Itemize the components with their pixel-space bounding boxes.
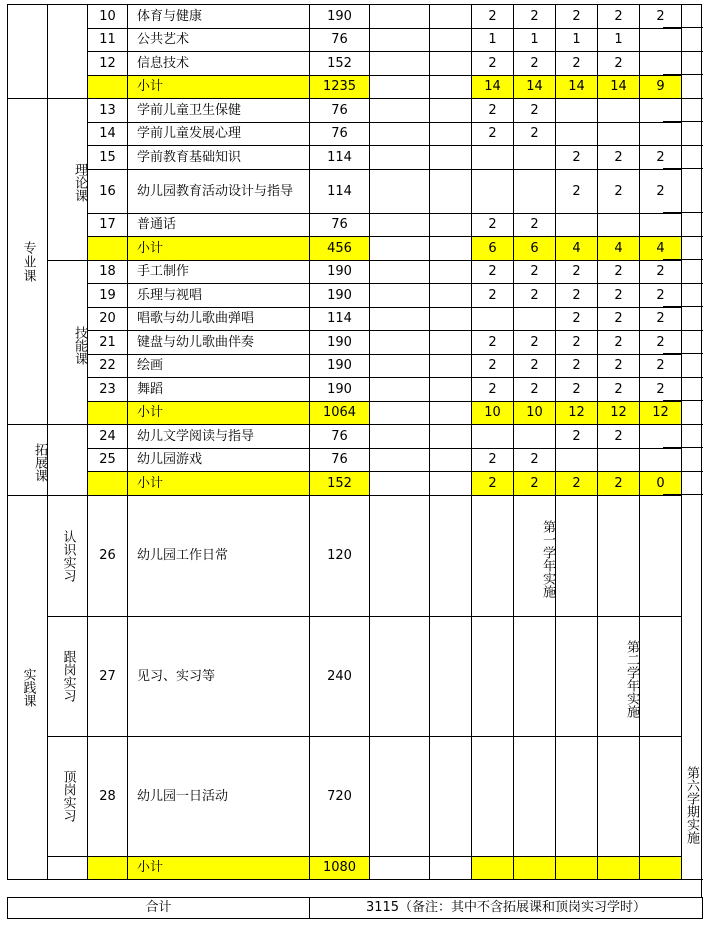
course-hours: 114 — [310, 169, 370, 213]
total-value: 3115（备注：其中不含拓展课和顶岗实习学时） — [365, 900, 647, 915]
semester-hours — [430, 5, 472, 29]
subtotal-number — [88, 237, 128, 261]
semester-hours — [514, 736, 556, 856]
semester-hours — [430, 331, 472, 355]
subcategory-cell — [48, 425, 88, 496]
course-number: 13 — [88, 99, 128, 123]
subtotal-label: 小计 — [128, 401, 310, 425]
semester-hours: 2 — [472, 122, 514, 146]
subtotal-semester — [598, 856, 640, 880]
semester-hours: 2 — [472, 5, 514, 29]
semester-hours — [556, 736, 598, 856]
subtotal-number — [88, 401, 128, 425]
semester-hours: 2 — [556, 331, 598, 355]
course-name: 舞蹈 — [128, 378, 310, 402]
semester-hours — [370, 28, 430, 52]
sixth-semester-row-line — [663, 424, 703, 425]
semester-hours: 2 — [556, 5, 598, 29]
course-hours: 720 — [310, 736, 370, 856]
semester-hours — [472, 736, 514, 856]
course-name: 幼儿园教育活动设计与指导 — [128, 169, 310, 213]
semester-hours: 2 — [472, 284, 514, 308]
semester-hours: 2 — [640, 307, 682, 331]
subtotal-hours: 1064 — [310, 401, 370, 425]
semester-hours — [370, 495, 430, 616]
course-name: 学前儿童发展心理 — [128, 122, 310, 146]
semester-hours — [430, 260, 472, 284]
course-number: 14 — [88, 122, 128, 146]
subtotal-semester — [370, 75, 430, 99]
subtotal-hours: 152 — [310, 472, 370, 496]
semester-hours: 2 — [514, 52, 556, 76]
semester-hours — [370, 146, 430, 170]
sixth-semester-row-line — [663, 494, 703, 495]
semester-hours: 2 — [598, 307, 640, 331]
course-name: 幼儿文学阅读与指导 — [128, 425, 310, 449]
sixth-semester-row-line — [663, 145, 703, 146]
semester-hours — [472, 169, 514, 213]
semester-hours — [430, 354, 472, 378]
practice-note: 第一学年实施 — [514, 495, 556, 616]
semester-hours: 2 — [514, 378, 556, 402]
semester-hours — [598, 99, 640, 123]
subcategory-cell: 理论课 — [48, 99, 88, 261]
category-cell: 拓展课 — [8, 425, 48, 496]
semester-hours: 2 — [556, 378, 598, 402]
course-name: 乐理与视唱 — [128, 284, 310, 308]
sixth-semester-row-line — [663, 879, 703, 880]
subtotal-row — [8, 472, 682, 496]
semester-hours — [430, 146, 472, 170]
course-hours: 190 — [310, 260, 370, 284]
category-cell: 专业课 — [8, 99, 48, 425]
semester-hours — [370, 378, 430, 402]
subtotal-semester: 12 — [598, 401, 640, 425]
subcategory-cell: 技能课 — [48, 260, 88, 425]
course-row — [8, 169, 682, 213]
semester-hours: 2 — [556, 425, 598, 449]
subtotal-semester — [472, 856, 514, 880]
subtotal-semester: 10 — [514, 401, 556, 425]
course-name: 键盘与幼儿歌曲伴奏 — [128, 331, 310, 355]
semester-hours: 1 — [556, 28, 598, 52]
semester-hours: 2 — [598, 52, 640, 76]
sixth-semester-note: 第六学期实施 — [684, 766, 699, 844]
sixth-semester-row-line — [663, 283, 703, 284]
semester-hours: 2 — [514, 5, 556, 29]
course-hours: 76 — [310, 213, 370, 237]
sixth-semester-row-line — [663, 471, 703, 472]
semester-hours — [430, 307, 472, 331]
sixth-semester-row-line — [663, 74, 703, 75]
course-name: 手工制作 — [128, 260, 310, 284]
semester-hours — [370, 99, 430, 123]
sixth-semester-row-line — [663, 259, 703, 260]
course-hours: 76 — [310, 448, 370, 472]
semester-hours — [370, 52, 430, 76]
semester-hours — [430, 284, 472, 308]
semester-hours: 2 — [598, 378, 640, 402]
semester-hours: 2 — [472, 448, 514, 472]
semester-hours: 2 — [472, 354, 514, 378]
subtotal-hours: 456 — [310, 237, 370, 261]
subtotal-semester: 6 — [472, 237, 514, 261]
practice-row — [8, 616, 682, 736]
semester-hours: 2 — [514, 99, 556, 123]
course-hours: 190 — [310, 354, 370, 378]
subtotal-semester: 0 — [640, 472, 682, 496]
subcategory-cell: 认识实习 — [48, 495, 88, 616]
course-row — [8, 284, 682, 308]
semester-hours: 2 — [514, 260, 556, 284]
course-schedule-table — [7, 4, 682, 880]
sixth-semester-row-line — [663, 27, 703, 28]
subtotal-semester — [370, 472, 430, 496]
subtotal-semester: 2 — [514, 472, 556, 496]
course-row — [8, 354, 682, 378]
semester-hours — [430, 378, 472, 402]
course-number: 19 — [88, 284, 128, 308]
course-name: 幼儿园游戏 — [128, 448, 310, 472]
semester-hours — [514, 425, 556, 449]
semester-hours: 2 — [472, 331, 514, 355]
sixth-semester-row-line — [663, 98, 703, 99]
semester-hours: 2 — [556, 169, 598, 213]
course-number: 15 — [88, 146, 128, 170]
sixth-semester-row-line — [663, 447, 703, 448]
semester-hours — [598, 213, 640, 237]
semester-hours: 1 — [598, 28, 640, 52]
semester-hours: 2 — [640, 5, 682, 29]
subtotal-number — [88, 856, 128, 880]
course-hours: 114 — [310, 307, 370, 331]
semester-hours — [430, 616, 472, 736]
subtotal-label: 小计 — [128, 472, 310, 496]
subtotal-label: 小计 — [128, 237, 310, 261]
subtotal-semester — [556, 856, 598, 880]
semester-hours: 2 — [556, 146, 598, 170]
semester-hours — [430, 736, 472, 856]
subtotal-semester — [430, 401, 472, 425]
total-row — [7, 897, 703, 919]
semester-hours — [430, 448, 472, 472]
semester-hours — [430, 28, 472, 52]
semester-hours: 2 — [598, 354, 640, 378]
subcategory-cell — [48, 856, 88, 880]
semester-hours: 1 — [472, 28, 514, 52]
subtotal-semester: 10 — [472, 401, 514, 425]
course-name: 学前儿童卫生保健 — [128, 99, 310, 123]
subtotal-semester: 4 — [556, 237, 598, 261]
course-name: 信息技术 — [128, 52, 310, 76]
semester-hours: 2 — [514, 354, 556, 378]
semester-hours: 2 — [598, 5, 640, 29]
sixth-semester-column — [663, 4, 702, 897]
semester-hours — [370, 425, 430, 449]
semester-hours — [598, 736, 640, 856]
course-name: 幼儿园一日活动 — [128, 736, 310, 856]
semester-hours: 2 — [598, 169, 640, 213]
semester-hours — [430, 425, 472, 449]
semester-hours — [370, 736, 430, 856]
semester-hours: 2 — [640, 378, 682, 402]
category-cell: 实践课 — [8, 495, 48, 880]
subtotal-semester — [430, 237, 472, 261]
semester-hours: 2 — [598, 260, 640, 284]
practice-note: 第二学年实施 — [598, 616, 640, 736]
course-row — [8, 52, 682, 76]
subtotal-label: 小计 — [128, 856, 310, 880]
practice-row — [8, 736, 682, 856]
course-hours: 190 — [310, 5, 370, 29]
subtotal-hours: 1235 — [310, 75, 370, 99]
semester-hours — [370, 448, 430, 472]
semester-hours — [598, 122, 640, 146]
course-row — [8, 448, 682, 472]
semester-hours: 2 — [514, 213, 556, 237]
course-hours: 240 — [310, 616, 370, 736]
course-number: 22 — [88, 354, 128, 378]
semester-hours: 2 — [472, 260, 514, 284]
subcategory-cell — [48, 5, 88, 99]
semester-hours: 2 — [640, 354, 682, 378]
subcategory-cell: 顶岗实习 — [48, 736, 88, 856]
semester-hours: 2 — [556, 354, 598, 378]
course-number: 26 — [88, 495, 128, 616]
semester-hours: 2 — [556, 284, 598, 308]
course-number: 25 — [88, 448, 128, 472]
subtotal-semester: 14 — [514, 75, 556, 99]
semester-hours — [598, 448, 640, 472]
subtotal-semester: 14 — [556, 75, 598, 99]
course-name: 体育与健康 — [128, 5, 310, 29]
semester-hours — [472, 616, 514, 736]
course-hours: 152 — [310, 52, 370, 76]
subtotal-semester: 2 — [556, 472, 598, 496]
semester-hours: 2 — [556, 260, 598, 284]
sixth-semester-row-line — [663, 212, 703, 213]
semester-hours — [430, 52, 472, 76]
course-hours: 76 — [310, 28, 370, 52]
semester-hours: 2 — [640, 146, 682, 170]
course-number: 27 — [88, 616, 128, 736]
semester-hours — [556, 616, 598, 736]
course-number: 23 — [88, 378, 128, 402]
semester-hours — [472, 146, 514, 170]
semester-hours: 2 — [640, 260, 682, 284]
course-number: 11 — [88, 28, 128, 52]
subtotal-semester: 4 — [598, 237, 640, 261]
course-row — [8, 331, 682, 355]
course-number: 24 — [88, 425, 128, 449]
semester-hours — [514, 616, 556, 736]
semester-hours — [430, 213, 472, 237]
semester-hours: 2 — [598, 331, 640, 355]
semester-hours: 2 — [472, 99, 514, 123]
sixth-semester-row-line — [663, 51, 703, 52]
course-number: 21 — [88, 331, 128, 355]
course-name: 唱歌与幼儿歌曲弹唱 — [128, 307, 310, 331]
course-hours: 76 — [310, 425, 370, 449]
course-row — [8, 28, 682, 52]
semester-hours — [370, 260, 430, 284]
subtotal-row — [8, 75, 682, 99]
course-number: 12 — [88, 52, 128, 76]
semester-hours: 2 — [514, 448, 556, 472]
semester-hours — [556, 213, 598, 237]
semester-hours — [556, 448, 598, 472]
semester-hours — [370, 122, 430, 146]
semester-hours — [370, 213, 430, 237]
subtotal-semester: 9 — [640, 75, 682, 99]
course-number: 20 — [88, 307, 128, 331]
semester-hours — [430, 495, 472, 616]
course-number: 16 — [88, 169, 128, 213]
subtotal-hours: 1080 — [310, 856, 370, 880]
subtotal-number — [88, 75, 128, 99]
course-row — [8, 260, 682, 284]
course-hours: 190 — [310, 284, 370, 308]
subtotal-semester: 14 — [472, 75, 514, 99]
course-name: 学前教育基础知识 — [128, 146, 310, 170]
subtotal-semester: 14 — [598, 75, 640, 99]
semester-hours: 2 — [556, 52, 598, 76]
course-name: 见习、实习等 — [128, 616, 310, 736]
sixth-semester-row-line — [663, 236, 703, 237]
semester-hours — [370, 169, 430, 213]
subtotal-semester — [370, 401, 430, 425]
semester-hours: 2 — [640, 331, 682, 355]
sixth-semester-row-line — [663, 400, 703, 401]
course-row — [8, 146, 682, 170]
course-row — [8, 425, 682, 449]
course-hours: 76 — [310, 99, 370, 123]
subtotal-row — [8, 401, 682, 425]
semester-hours — [430, 99, 472, 123]
semester-hours — [514, 169, 556, 213]
semester-hours — [472, 425, 514, 449]
semester-hours — [514, 307, 556, 331]
subtotal-semester: 12 — [556, 401, 598, 425]
semester-hours: 2 — [472, 52, 514, 76]
semester-hours: 2 — [598, 284, 640, 308]
course-hours: 114 — [310, 146, 370, 170]
semester-hours: 2 — [640, 169, 682, 213]
course-number: 28 — [88, 736, 128, 856]
semester-hours: 2 — [556, 307, 598, 331]
sixth-semester-row-line — [663, 353, 703, 354]
subtotal-semester: 4 — [640, 237, 682, 261]
course-row — [8, 5, 682, 29]
sixth-semester-row-line — [663, 377, 703, 378]
semester-hours: 1 — [514, 28, 556, 52]
semester-hours — [430, 122, 472, 146]
course-number: 18 — [88, 260, 128, 284]
sixth-semester-row-line — [663, 168, 703, 169]
semester-hours: 2 — [514, 331, 556, 355]
subtotal-semester — [370, 856, 430, 880]
course-name: 幼儿园工作日常 — [128, 495, 310, 616]
course-row — [8, 378, 682, 402]
subtotal-row — [8, 237, 682, 261]
subtotal-semester — [514, 856, 556, 880]
semester-hours: 2 — [472, 213, 514, 237]
course-hours: 190 — [310, 331, 370, 355]
course-row — [8, 213, 682, 237]
semester-hours — [556, 495, 598, 616]
subtotal-semester: 6 — [514, 237, 556, 261]
course-hours: 76 — [310, 122, 370, 146]
course-hours: 120 — [310, 495, 370, 616]
course-name: 绘画 — [128, 354, 310, 378]
semester-hours — [514, 146, 556, 170]
total-label: 合计 — [8, 898, 310, 918]
semester-hours: 2 — [598, 146, 640, 170]
course-row — [8, 307, 682, 331]
semester-hours — [472, 307, 514, 331]
subtotal-semester — [430, 856, 472, 880]
semester-hours — [556, 122, 598, 146]
course-name: 普通话 — [128, 213, 310, 237]
sixth-semester-row-line — [663, 330, 703, 331]
subtotal-semester: 2 — [472, 472, 514, 496]
semester-hours — [556, 99, 598, 123]
course-name: 公共艺术 — [128, 28, 310, 52]
sixth-semester-row-line — [663, 121, 703, 122]
semester-hours — [370, 284, 430, 308]
practice-row — [8, 495, 682, 616]
course-hours: 190 — [310, 378, 370, 402]
semester-hours — [472, 495, 514, 616]
category-cell — [8, 5, 48, 99]
semester-hours — [370, 307, 430, 331]
course-row — [8, 122, 682, 146]
semester-hours — [370, 331, 430, 355]
course-number: 17 — [88, 213, 128, 237]
semester-hours: 2 — [514, 284, 556, 308]
subtotal-semester — [370, 237, 430, 261]
subtotal-semester: 12 — [640, 401, 682, 425]
subtotal-semester — [430, 75, 472, 99]
subtotal-semester — [430, 472, 472, 496]
semester-hours — [370, 616, 430, 736]
semester-hours: 2 — [472, 378, 514, 402]
semester-hours: 2 — [514, 122, 556, 146]
semester-hours — [370, 354, 430, 378]
semester-hours: 2 — [640, 284, 682, 308]
course-number: 10 — [88, 5, 128, 29]
sixth-semester-row-line — [663, 306, 703, 307]
subtotal-row — [8, 856, 682, 880]
semester-hours — [598, 495, 640, 616]
subcategory-cell: 跟岗实习 — [48, 616, 88, 736]
semester-hours — [370, 5, 430, 29]
semester-hours: 2 — [598, 425, 640, 449]
subtotal-label: 小计 — [128, 75, 310, 99]
course-row — [8, 99, 682, 123]
semester-hours — [430, 169, 472, 213]
subtotal-number — [88, 472, 128, 496]
subtotal-semester: 2 — [598, 472, 640, 496]
